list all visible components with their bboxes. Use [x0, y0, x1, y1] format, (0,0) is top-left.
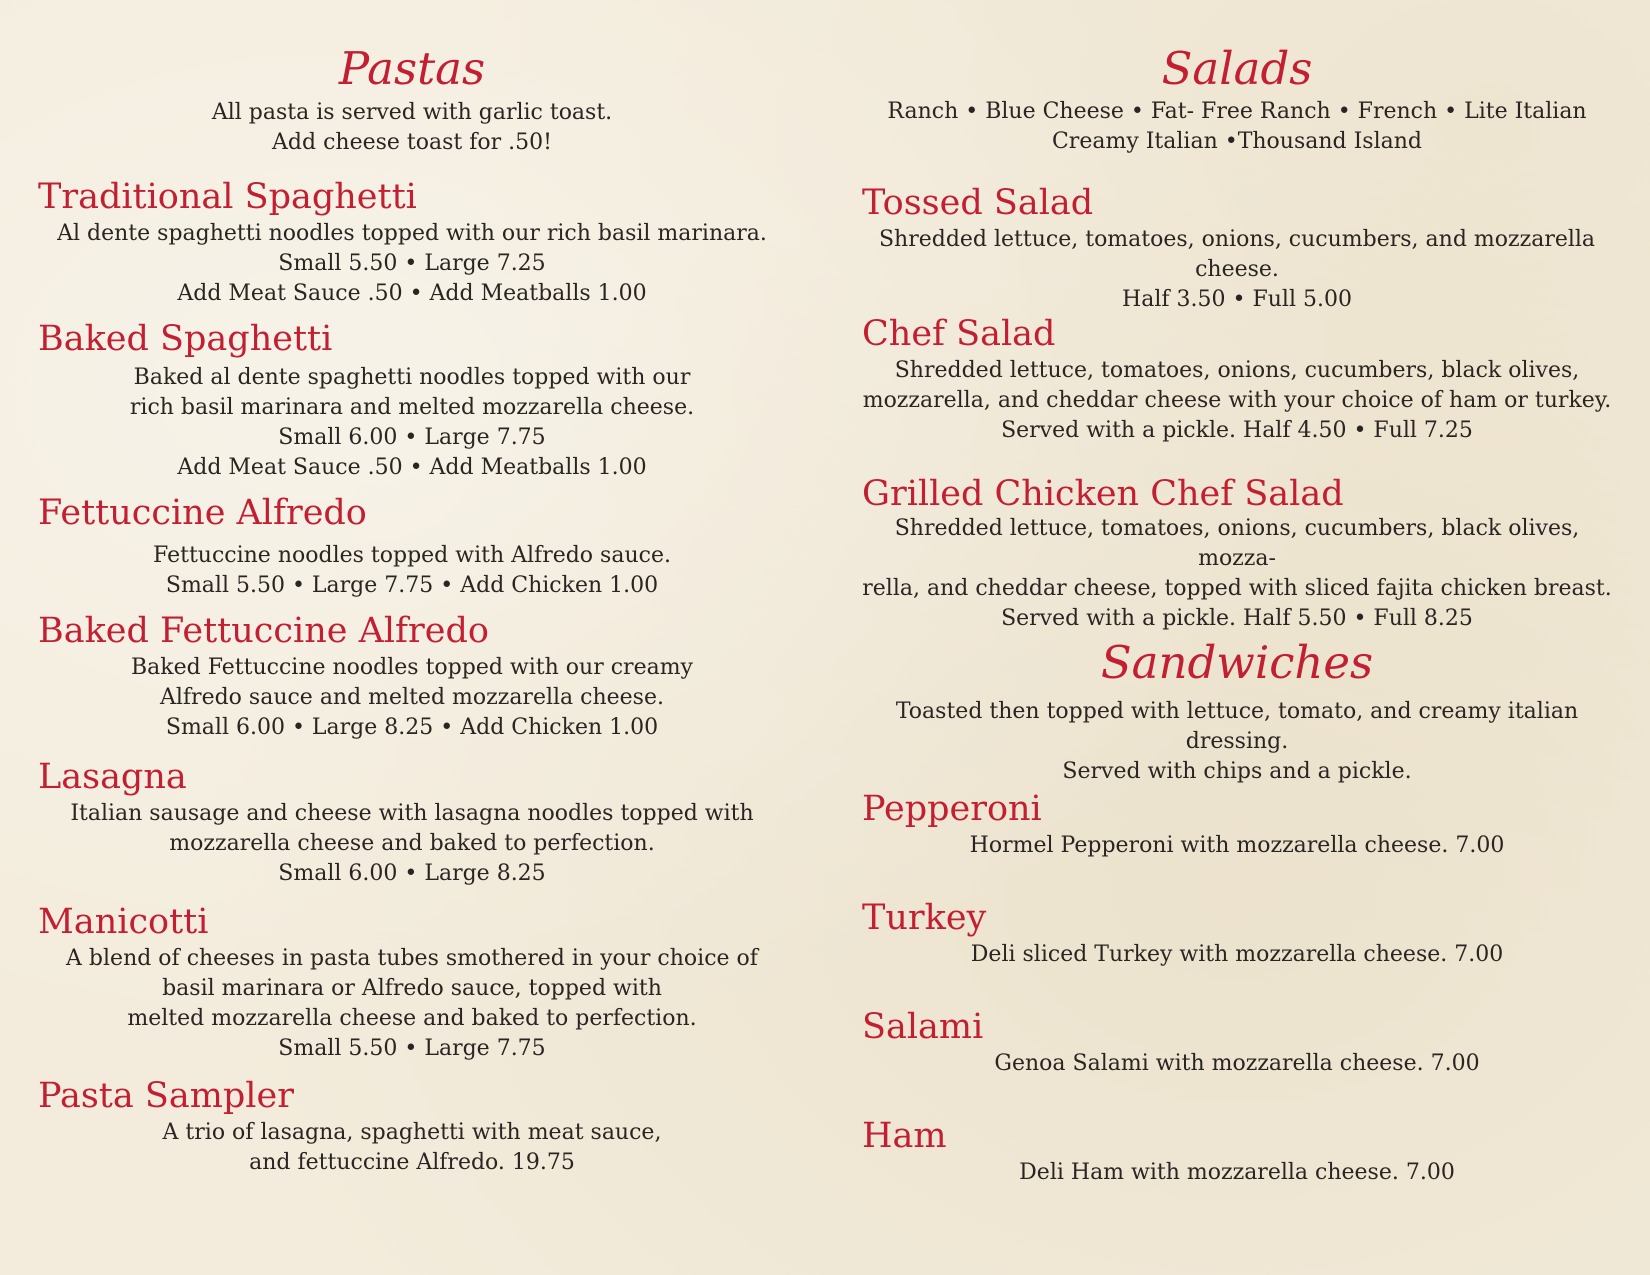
item-name: Grilled Chicken Chef Salad [862, 474, 1344, 514]
menu-item-tossed-salad [862, 184, 1612, 315]
item-description: Shredded lettuce, tomatoes, onions, cucumbers, and mozzarella cheese. [878, 226, 1596, 282]
item-description: Baked al dente spaghetti noodles topped with our [133, 364, 691, 390]
pastas-intro-line: All pasta is served with garlic toast. [211, 100, 613, 125]
item-description: Baked Fettuccine noodles topped with our creamy [131, 654, 693, 680]
item-name: Turkey [862, 898, 987, 938]
item-description: mozzarella cheese and baked to perfection. [169, 830, 655, 856]
item-price: Served with a pickle. Half 5.50 • Full 8.25 [1001, 605, 1473, 631]
item-price: Small 5.50 • Large 7.75 • Add Chicken 1.00 [165, 572, 659, 598]
item-name: Pepperoni [862, 789, 1042, 829]
item-description: Al dente spaghetti noodles topped with our rich basil marinara. [57, 220, 767, 246]
pastas-title: Pastas [338, 42, 486, 95]
menu-item-turkey [862, 899, 1612, 970]
menu-item-baked-fettuccine-alfredo [38, 612, 786, 743]
item-price: Small 6.00 • Large 8.25 [278, 860, 546, 886]
item-description: Fettuccine noodles topped with Alfredo sauce. [153, 542, 671, 568]
dressing-list-line: Creamy Italian •Thousand Island [1051, 129, 1423, 154]
item-description: mozzarella, and cheddar cheese with your choice of ham or turkey. [862, 387, 1612, 413]
item-name: Baked Spaghetti [38, 319, 333, 359]
menu-item-traditional-spaghetti [38, 178, 786, 309]
menu-item-grilled-chicken-chef-salad [862, 475, 1612, 634]
menu-item-salami [862, 1008, 1612, 1079]
item-price: Half 3.50 • Full 5.00 [1122, 286, 1352, 312]
item-description: Genoa Salami with mozzarella cheese. 7.00 [994, 1050, 1480, 1076]
menu-item-ham [862, 1117, 1612, 1188]
item-price: Small 6.00 • Large 7.75 [278, 424, 546, 450]
item-description: Alfredo sauce and melted mozzarella cheese. [159, 684, 664, 710]
menu-item-manicotti [38, 903, 786, 1064]
item-description: A trio of lasagna, spaghetti with meat sauce, [162, 1119, 662, 1145]
item-name: Manicotti [38, 902, 209, 942]
item-name: Chef Salad [862, 314, 1056, 354]
menu-item-pepperoni [862, 790, 1612, 861]
sandwiches-title: Sandwiches [1100, 636, 1374, 689]
item-name: Tossed Salad [862, 183, 1094, 223]
item-name: Traditional Spaghetti [38, 177, 417, 217]
item-description: basil marinara or Alfredo sauce, topped with [162, 975, 662, 1001]
item-addons: Add Meat Sauce .50 • Add Meatballs 1.00 [177, 280, 647, 306]
sandwiches-intro [862, 697, 1612, 787]
item-description: Italian sausage and cheese with lasagna noodles topped with [70, 800, 754, 826]
pastas-intro [38, 98, 786, 158]
salads-dressings [862, 97, 1612, 157]
item-price: Small 5.50 • Large 7.25 [278, 250, 546, 276]
item-price: Small 5.50 • Large 7.75 [278, 1035, 546, 1061]
item-description: rella, and cheddar cheese, topped with sliced fajita chicken breast. [862, 575, 1612, 601]
item-description: Shredded lettuce, tomatoes, onions, cucumbers, black olives, mozza- [894, 515, 1580, 571]
item-addons: Add Meat Sauce .50 • Add Meatballs 1.00 [177, 454, 647, 480]
item-name: Baked Fettuccine Alfredo [38, 611, 489, 651]
item-description: Shredded lettuce, tomatoes, onions, cucumbers, black olives, [894, 357, 1580, 383]
menu-item-chef-salad [862, 315, 1612, 446]
item-price: Served with a pickle. Half 4.50 • Full 7.25 [1001, 417, 1473, 443]
sandwiches-intro-line: Toasted then topped with lettuce, tomato, and creamy italian dressing. [895, 699, 1579, 754]
menu-item-pasta-sampler [38, 1077, 786, 1178]
item-description: rich basil marinara and melted mozzarella cheese. [129, 394, 695, 420]
item-price: Small 6.00 • Large 8.25 • Add Chicken 1.00 [165, 714, 659, 740]
item-description: Deli sliced Turkey with mozzarella cheese. 7.00 [970, 941, 1504, 967]
item-name: Salami [862, 1007, 984, 1047]
item-name: Fettuccine Alfredo [38, 493, 367, 533]
item-description: Hormel Pepperoni with mozzarella cheese. 7.00 [969, 832, 1505, 858]
salads-title: Salads [1161, 42, 1313, 95]
item-name: Pasta Sampler [38, 1076, 294, 1116]
item-price: and fettuccine Alfredo. 19.75 [249, 1149, 575, 1175]
item-description: melted mozzarella cheese and baked to perfection. [127, 1005, 697, 1031]
item-description: A blend of cheeses in pasta tubes smothered in your choice of [66, 945, 758, 971]
pastas-intro-line: Add cheese toast for .50! [272, 130, 552, 155]
sandwiches-intro-line: Served with chips and a pickle. [1062, 759, 1412, 784]
menu-item-fettuccine-alfredo [38, 494, 786, 601]
item-name: Lasagna [38, 757, 187, 797]
dressing-list-line: Ranch • Blue Cheese • Fat- Free Ranch • French • Lite Italian [887, 99, 1587, 124]
menu-item-baked-spaghetti [38, 320, 786, 483]
item-name: Ham [862, 1116, 947, 1156]
item-description: Deli Ham with mozzarella cheese. 7.00 [1019, 1159, 1455, 1185]
menu-item-lasagna [38, 758, 786, 889]
